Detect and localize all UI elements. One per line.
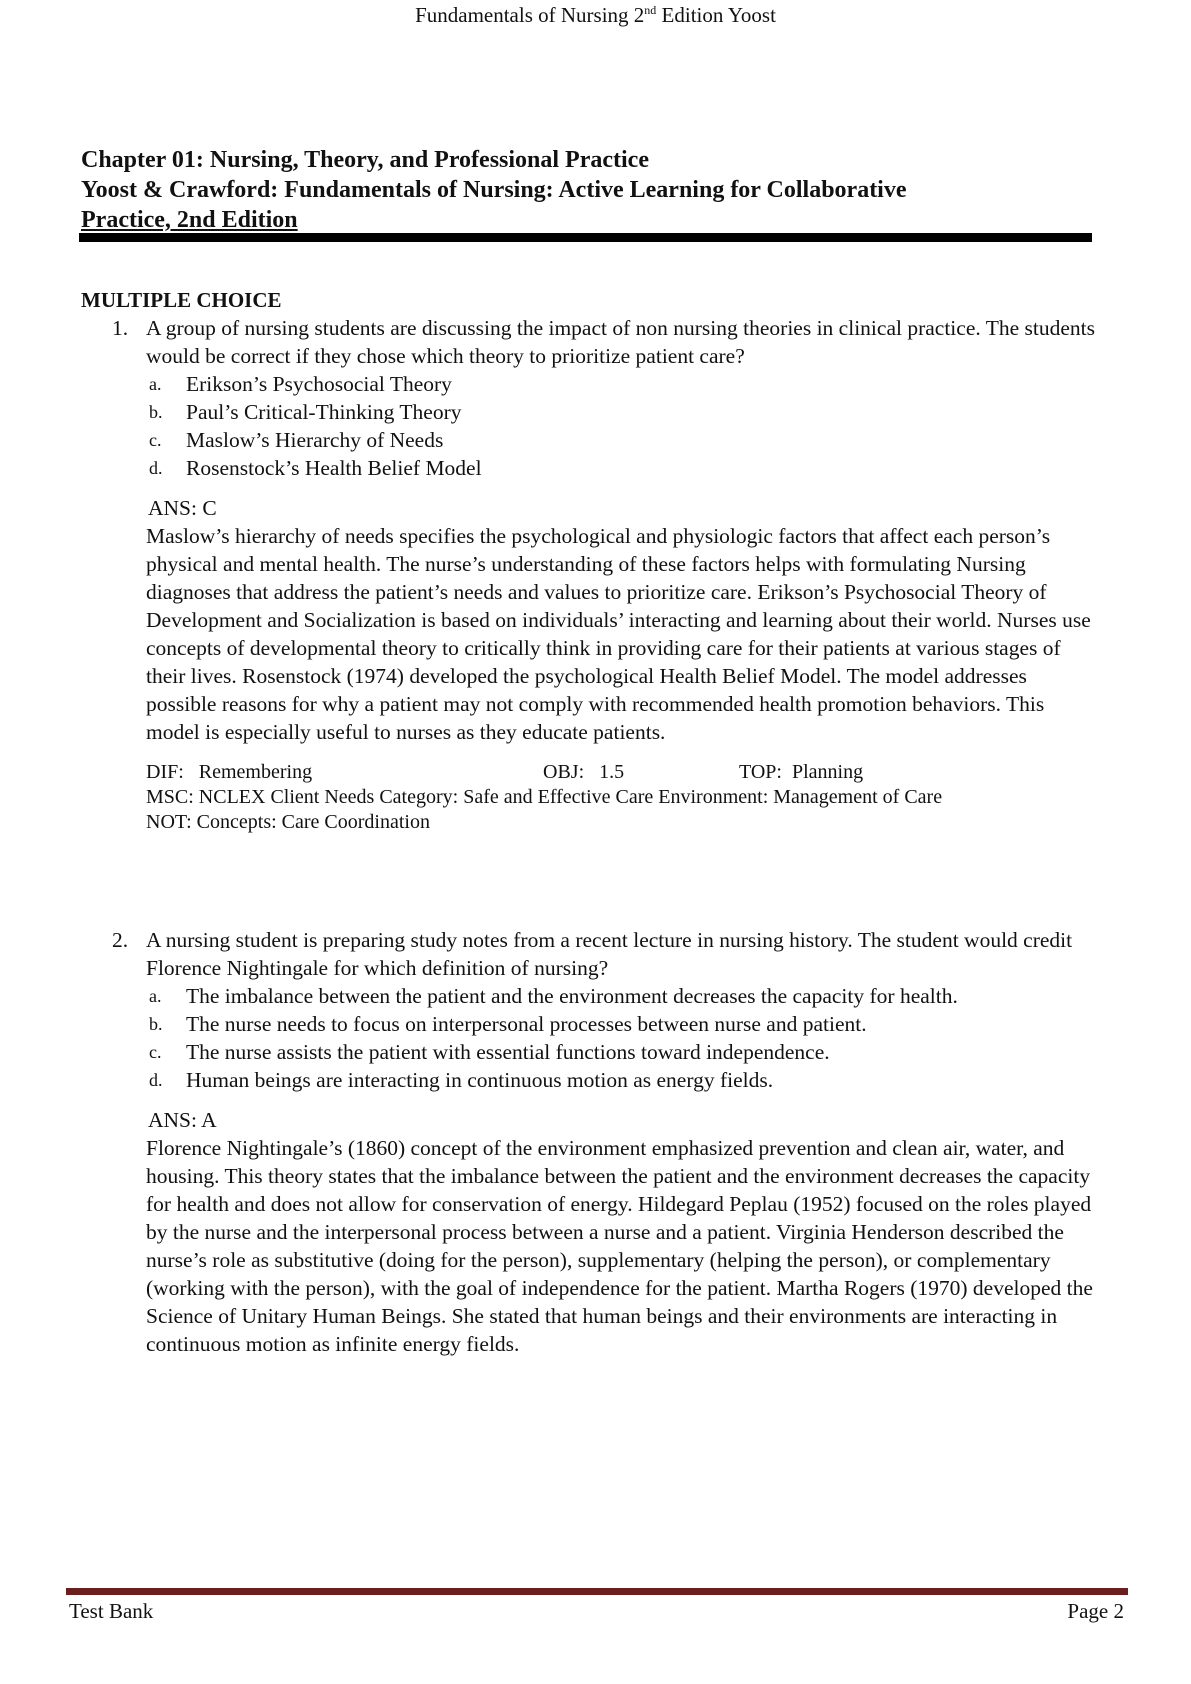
option-letter: d. bbox=[149, 1070, 163, 1090]
title-line-3: Practice, 2nd Edition bbox=[81, 207, 298, 233]
question-number: 2. bbox=[112, 928, 129, 952]
running-head-prefix: Fundamentals of Nursing 2 bbox=[415, 3, 645, 27]
option-d bbox=[112, 454, 1102, 482]
question-stem bbox=[112, 926, 1102, 982]
option-text: Rosenstock’s Health Belief Model bbox=[186, 456, 482, 480]
objective-label: OBJ: 1.5 bbox=[543, 761, 625, 783]
title-divider bbox=[79, 233, 1092, 242]
footer-left: Test Bank bbox=[69, 1599, 154, 1623]
option-letter: a. bbox=[149, 374, 162, 394]
option-text: Human beings are interacting in continuous motion as energy fields. bbox=[186, 1068, 774, 1092]
option-list bbox=[112, 982, 1102, 1094]
answer-key: ANS: C bbox=[148, 496, 217, 520]
question-text: A group of nursing students are discussing the impact of non nursing theories in clinical practice. The students would be correct if they chose which theory to prioritize patient care? bbox=[146, 316, 1095, 368]
question-1 bbox=[112, 314, 1102, 835]
topic-label: TOP: Planning bbox=[739, 761, 864, 783]
option-d bbox=[112, 1066, 1012, 1094]
option-text: Paul’s Critical-Thinking Theory bbox=[186, 400, 462, 424]
option-letter: b. bbox=[149, 402, 163, 422]
option-text: The imbalance between the patient and the environment decreases the capacity for health. bbox=[186, 984, 958, 1008]
not-label: NOT: Concepts: Care Coordination bbox=[146, 811, 430, 833]
answer-block bbox=[112, 494, 1102, 746]
running-head bbox=[0, 2, 1191, 28]
running-head-suffix: Edition Yoost bbox=[656, 3, 776, 27]
answer-block bbox=[112, 1106, 1102, 1358]
option-letter: a. bbox=[149, 986, 162, 1006]
option-b bbox=[112, 1010, 1012, 1038]
title-line-2: Yoost & Crawford: Fundamentals of Nursing: Active Learning for Collaborative bbox=[81, 177, 907, 203]
option-letter: c. bbox=[149, 1042, 162, 1062]
question-number: 1. bbox=[112, 316, 129, 340]
page-footer bbox=[69, 1598, 1124, 1624]
answer-rationale: Maslow’s hierarchy of needs specifies the psychological and physiologic factors that affect each person’s physical and mental health. The nurse’s understanding of these factors helps with formulating Nursing diagnoses that address the patient’s needs and values to prioritize care. Erikson’s Psychosocial Theory of Development and Socialization is based on individuals’ interacting and learning about their world. Nurses use concepts of developmental theory to critically think in providing care for their patients at various stages of their lives. Rosenstock (1974) developed the psychological Health Belief Model. The model addresses possible reasons for why a patient may not comply with recommended health promotion behaviors. This model is especially useful to nurses as they educate patients. bbox=[146, 524, 1091, 744]
option-text: Maslow’s Hierarchy of Needs bbox=[186, 428, 444, 452]
title-line-1: Chapter 01: Nursing, Theory, and Professional Practice bbox=[81, 147, 649, 173]
question-text: A nursing student is preparing study notes from a recent lecture in nursing history. The student would credit Florence Nightingale for which definition of nursing? bbox=[146, 928, 1073, 980]
page-number: Page 2 bbox=[1067, 1599, 1124, 1623]
difficulty-label: DIF: Remembering bbox=[146, 761, 313, 783]
question-metadata bbox=[112, 760, 1102, 835]
answer-rationale: Florence Nightingale’s (1860) concept of the environment emphasized prevention and clean air, water, and housing. This theory states that the imbalance between the patient and the environment decreases the capacity for health and does not allow for conservation of energy. Hildegard Peplau (1952) focused on the roles played by the nurse and the interpersonal process between a nurse and a patient. Virginia Henderson described the nurse’s role as substitutive (doing for the person), supplementary (helping the person), or complementary (working with the person), with the goal of independence for the patient. Martha Rogers (1970) developed the Science of Unitary Human Beings. She stated that human beings and their environments are interacting in continuous motion as infinite energy fields. bbox=[146, 1136, 1093, 1356]
option-letter: b. bbox=[149, 1014, 163, 1034]
option-a bbox=[112, 370, 1102, 398]
option-a bbox=[112, 982, 1012, 1010]
chapter-title bbox=[81, 145, 1091, 235]
option-letter: c. bbox=[149, 430, 162, 450]
section-heading: MULTIPLE CHOICE bbox=[81, 288, 282, 312]
question-2 bbox=[112, 926, 1102, 1358]
option-text: The nurse needs to focus on interpersonal processes between nurse and patient. bbox=[186, 1012, 867, 1036]
answer-key: ANS: A bbox=[148, 1108, 217, 1132]
msc-label: MSC: NCLEX Client Needs Category: Safe and Effective Care Environment: Management of Care bbox=[146, 786, 943, 808]
running-head-sup: nd bbox=[644, 3, 657, 17]
option-c bbox=[112, 1038, 1012, 1066]
option-list bbox=[112, 370, 1102, 482]
option-c bbox=[112, 426, 1102, 454]
option-letter: d. bbox=[149, 458, 163, 478]
option-text: Erikson’s Psychosocial Theory bbox=[186, 372, 452, 396]
question-stem bbox=[112, 314, 1102, 370]
option-text: The nurse assists the patient with essential functions toward independence. bbox=[186, 1040, 830, 1064]
footer-divider bbox=[66, 1588, 1128, 1595]
option-b bbox=[112, 398, 1102, 426]
